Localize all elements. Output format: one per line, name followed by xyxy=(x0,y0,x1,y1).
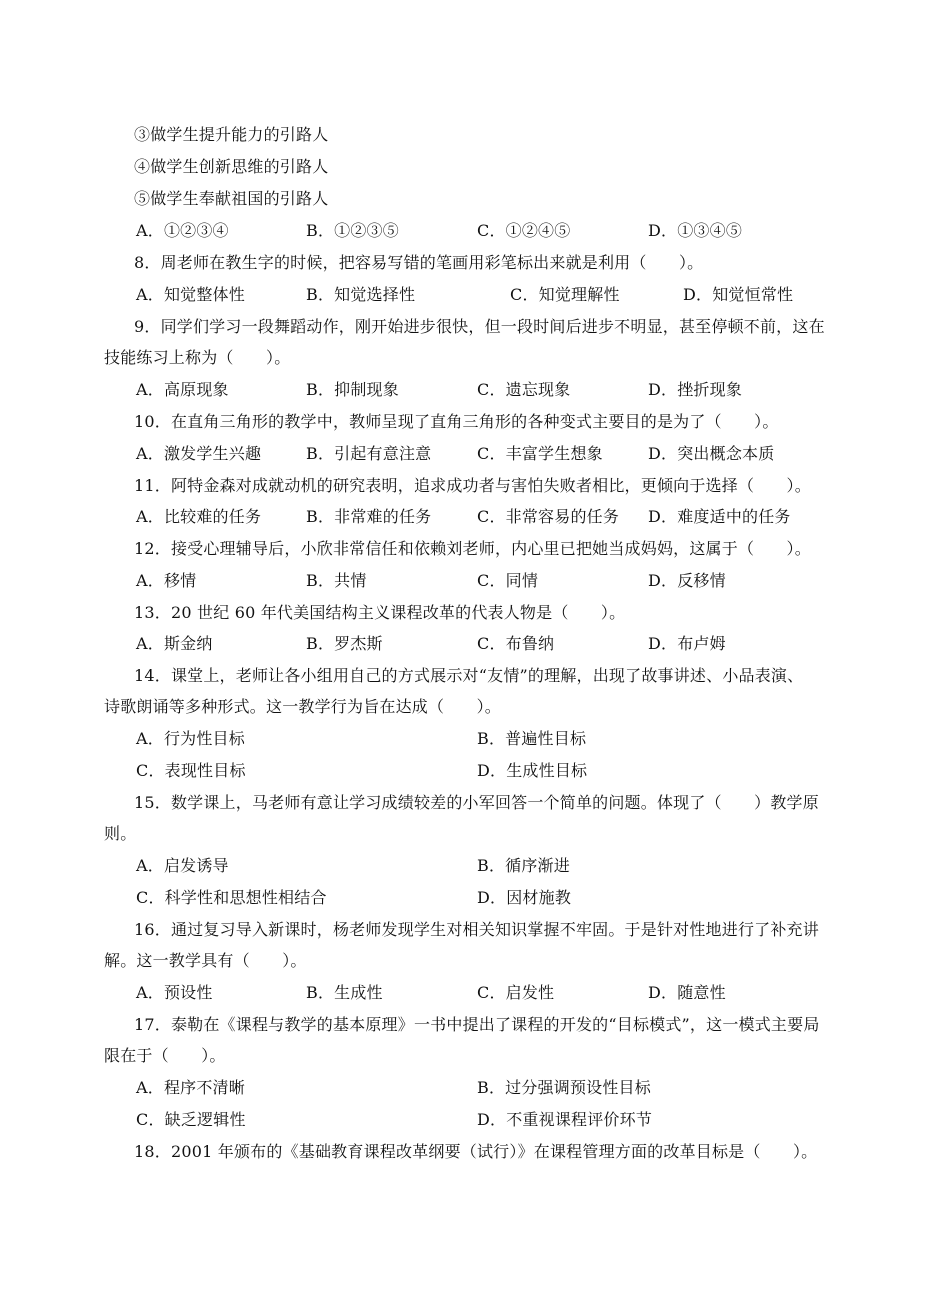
option-c: C．知觉理解性 xyxy=(510,285,620,304)
option-a: A．程序不清晰 xyxy=(136,1078,245,1097)
question-stem-continued: 限在于（ ）。 xyxy=(104,1046,226,1065)
option-d: D．反移情 xyxy=(648,571,726,590)
option-d: D．难度适中的任务 xyxy=(648,507,791,526)
option-d: D．布卢姆 xyxy=(648,634,726,653)
question-stem: 11．阿特金森对成就动机的研究表明，追求成功者与害怕失败者相比，更倾向于选择（ ）。 xyxy=(134,476,811,495)
question-stem-continued: 技能练习上称为（ ）。 xyxy=(104,348,291,367)
option-d: D．随意性 xyxy=(648,983,726,1002)
option-c: C．丰富学生想象 xyxy=(477,444,603,463)
option-b: B．生成性 xyxy=(306,983,383,1002)
question-stem: 18．2001 年颁布的《基础教育课程改革纲要（试行）》在课程管理方面的改革目标是（ ）。 xyxy=(134,1142,818,1161)
question-stem: 8．周老师在教生字的时候，把容易写错的笔画用彩笔标出来就是利用（ ）。 xyxy=(134,253,704,272)
question-stem-continued: 解。这一教学具有（ ）。 xyxy=(104,951,307,970)
option-d: D．知觉恒常性 xyxy=(683,285,794,304)
option-a: A．高原现象 xyxy=(136,380,229,399)
question-stem-continued: 则。 xyxy=(104,824,137,843)
option-b: B．非常难的任务 xyxy=(306,507,432,526)
option-b: B．普遍性目标 xyxy=(477,729,587,748)
option-d: D．挫折现象 xyxy=(648,380,743,399)
option-a: A．预设性 xyxy=(136,983,213,1002)
option-c: C．同情 xyxy=(477,571,539,590)
option-b: B．①②③⑤ xyxy=(306,221,399,240)
option-b: B．知觉选择性 xyxy=(306,285,416,304)
option-a: A．启发诱导 xyxy=(136,856,229,875)
option-c: C．①②④⑤ xyxy=(477,221,571,240)
question-stem: 16．通过复习导入新课时，杨老师发现学生对相关知识掌握不牢固。于是针对性地进行了补充讲 xyxy=(134,920,819,939)
option-a: A．移情 xyxy=(136,571,197,590)
question-stem: 13．20 世纪 60 年代美国结构主义课程改革的代表人物是（ ）。 xyxy=(134,603,626,622)
option-d: D．生成性目标 xyxy=(477,761,588,780)
question-stem: 9．同学们学习一段舞蹈动作，刚开始进步很快，但一段时间后进步不明显，甚至停顿不前，这在 xyxy=(134,317,825,336)
option-d: D．突出概念本质 xyxy=(648,444,775,463)
option-b: B．抑制现象 xyxy=(306,380,399,399)
question-stem: 15．数学课上，马老师有意让学习成绩较差的小军回答一个简单的问题。体现了（ ）教学原 xyxy=(134,793,819,812)
list-item: ④做学生创新思维的引路人 xyxy=(134,157,329,176)
option-d: D．①③④⑤ xyxy=(648,221,743,240)
option-b: B．引起有意注意 xyxy=(306,444,432,463)
option-d: D．不重视课程评价环节 xyxy=(477,1110,653,1129)
option-a: A．①②③④ xyxy=(136,221,229,240)
option-a: A．知觉整体性 xyxy=(136,285,245,304)
option-c: C．缺乏逻辑性 xyxy=(136,1110,246,1129)
option-d: D．因材施教 xyxy=(477,888,572,907)
question-stem: 12．接受心理辅导后，小欣非常信任和依赖刘老师，内心里已把她当成妈妈，这属于（ ）。 xyxy=(134,539,811,558)
option-a: A．激发学生兴趣 xyxy=(136,444,262,463)
option-a: A．斯金纳 xyxy=(136,634,213,653)
question-stem: 14．课堂上，老师让各小组用自己的方式展示对“友情”的理解，出现了故事讲述、小品表演、 xyxy=(134,666,804,685)
question-stem: 17．泰勒在《课程与教学的基本原理》一书中提出了课程的开发的“目标模式”，这一模式主要局 xyxy=(134,1015,820,1034)
question-stem: 10．在直角三角形的教学中，教师呈现了直角三角形的各种变式主要目的是为了（ ）。 xyxy=(134,412,779,431)
option-c: C．表现性目标 xyxy=(136,761,246,780)
option-c: C．科学性和思想性相结合 xyxy=(136,888,327,907)
option-b: B．循序渐进 xyxy=(477,856,570,875)
list-item: ③做学生提升能力的引路人 xyxy=(134,125,329,144)
option-c: C．非常容易的任务 xyxy=(477,507,620,526)
list-item: ⑤做学生奉献祖国的引路人 xyxy=(134,189,329,208)
option-b: B．罗杰斯 xyxy=(306,634,383,653)
option-c: C．遗忘现象 xyxy=(477,380,571,399)
option-a: A．比较难的任务 xyxy=(136,507,262,526)
option-c: C．布鲁纳 xyxy=(477,634,555,653)
option-b: B．共情 xyxy=(306,571,367,590)
option-b: B．过分强调预设性目标 xyxy=(477,1078,651,1097)
option-c: C．启发性 xyxy=(477,983,555,1002)
question-stem-continued: 诗歌朗诵等多种形式。这一教学行为旨在达成（ ）。 xyxy=(104,697,502,716)
option-a: A．行为性目标 xyxy=(136,729,245,748)
